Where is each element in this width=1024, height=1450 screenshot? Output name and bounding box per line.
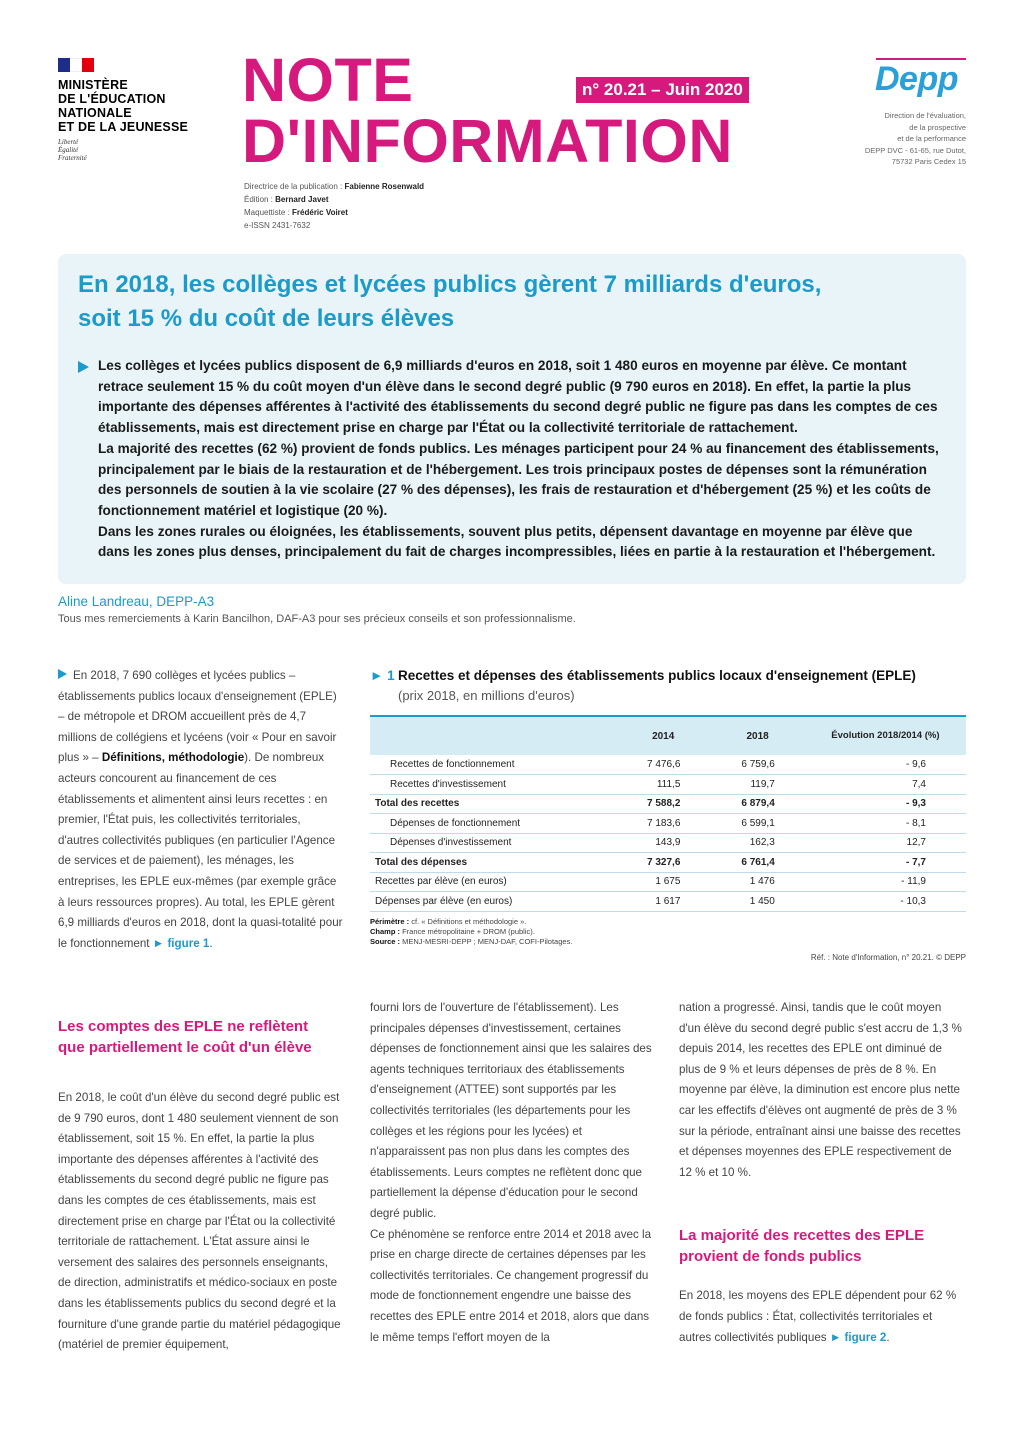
note-champ-label: Champ : [370, 926, 403, 936]
table-cell-2018: 6 761,4 [710, 853, 804, 873]
publication-credits [244, 180, 424, 232]
intro-paragraph [58, 666, 344, 954]
table-cell-evolution: 12,7 [805, 833, 966, 853]
table-cell-2018: 6 759,6 [710, 755, 804, 775]
table-header-2018: 2018 [710, 716, 804, 755]
section-1-column [58, 1016, 344, 1356]
credit-edition-label: Édition : [244, 195, 276, 204]
table-cell-2018: 1 476 [710, 872, 804, 892]
table-cell-label: Dépenses par élève (en euros) [370, 892, 616, 912]
table-row [370, 833, 966, 853]
figure-2-link[interactable]: ► figure 2 [829, 1330, 887, 1344]
acknowledgements: Tous mes remerciements à Karin Bancilhon, DAF-A3 pour ses précieux conseils et son professionnalisme. [58, 613, 576, 625]
note-source: MENJ-MESRI-DEPP ; MENJ-DAF, COFI-Pilotages. [402, 936, 573, 946]
intro-text-2: ). De nombreux acteurs concourent au financement de ces établissements et alimentent ainsi leurs recettes : en premier, l'État puis, les collectivités territoriales, d'autres collectivités publiques (en particulier l'Agence de services et de paiement), les ménages, les entreprises, les EPLE eux-mêmes (par exemple grâce à leurs ressources propres). Au total, les EPLE gèrent 6,9 milliards d'euros en 2018, dont la quasi-totalité pour le fonctionnement [58, 751, 343, 950]
table-cell-evolution: - 10,3 [805, 892, 966, 912]
table-cell-2018: 119,7 [710, 775, 804, 795]
text-column-2 [370, 998, 655, 1348]
table-cell-label: Dépenses d'investissement [370, 833, 616, 853]
figure-reference: Réf. : Note d'Information, n° 20.21. © DEPP [810, 952, 966, 962]
table-cell-2014: 7 183,6 [616, 814, 710, 834]
publication-title-line-1: NOTE [242, 46, 414, 114]
table-cell-label: Recettes d'investissement [370, 775, 616, 795]
column-3-paragraph-2-end: . [886, 1330, 890, 1344]
table-cell-2018: 162,3 [710, 833, 804, 853]
publication-title [242, 46, 733, 175]
column-3-paragraph-1: nation a progressé. Ainsi, tandis que le coût moyen d'un élève du second degré public s'est accru de 1,3 % depuis 2014, les recettes des EPLE ont diminué de plus de 9 % et leurs dépenses de près de 8 %. En moyenne par élève, la diminution est encore plus nette car les effectifs d'élèves ont augmenté de près de 3 % sur la période, entraînant ainsi une baisse des recettes et dépenses moyennes des EPLE respectivement de 12 % et 10 %. [679, 1001, 962, 1179]
intro-column [58, 666, 344, 954]
intro-text-end: . [209, 936, 213, 950]
ministry-logo [58, 58, 228, 162]
table-row [370, 755, 966, 775]
table-cell-label: Dépenses de fonctionnement [370, 814, 616, 834]
table-header-2014: 2014 [616, 716, 710, 755]
table-cell-2014: 7 476,6 [616, 755, 710, 775]
column-3-paragraph-2-text: En 2018, les moyens des EPLE dépendent pour 62 % de fonds publics : État, collectivités territoriales et autres collectivités publiques [679, 1289, 957, 1344]
french-flag-icon [58, 58, 94, 72]
credit-director-label: Directrice de la publication : [244, 182, 345, 191]
table-cell-2014: 7 327,6 [616, 853, 710, 873]
figure-1 [370, 666, 966, 962]
table-cell-evolution: - 8,1 [805, 814, 966, 834]
note-source-label: Source : [370, 936, 403, 946]
table-cell-label: Total des recettes [370, 794, 616, 814]
triangle-bullet-icon [78, 361, 89, 373]
column-2-paragraph-1: fourni lors de l'ouverture de l'établissement). Les principales dépenses d'investissement, certaines dépenses de fonctionnement ainsi que les salaires des agents techniques territoriaux des établissements d'enseignement (ATTEE) sont supportés par les collectivités territoriales (les départements pour les collèges et les régions pour les lycées) et n'apparaissent pas non plus dans les comptes des établissements. Leurs comptes ne reflètent donc que partiellement la dépense d'éducation pour le second degré public. [370, 1001, 652, 1220]
column-3-paragraph-2 [679, 1286, 966, 1348]
table-row [370, 775, 966, 795]
figure-1-link[interactable]: ► figure 1 [152, 936, 210, 950]
summary-title: En 2018, les collèges et lycées publics gèrent 7 milliards d'euros, soit 15 % du coût de leurs élèves [78, 271, 822, 332]
section-2-heading: La majorité des recettes des EPLE provient de fonds publics [679, 1227, 925, 1266]
table-header-label [370, 716, 616, 755]
ministry-name: MINISTÈRE DE L'ÉDUCATION NATIONALE ET DE LA JEUNESSE [58, 78, 189, 134]
credit-director: Fabienne Rosenwald [344, 182, 425, 191]
summary-paragraph-3: Dans les zones rurales ou éloignées, les établissements, souvent plus petits, dépensent davantage en moyenne par élève que dans les zones plus denses, principalement du fait de charges incompressibles, liées en partie à la restauration et l'hébergement. [98, 523, 936, 560]
table-cell-evolution: - 9,3 [805, 794, 966, 814]
table-cell-2014: 111,5 [616, 775, 710, 795]
note-champ: France métropolitaine + DROM (public). [402, 926, 535, 936]
table-cell-2018: 1 450 [710, 892, 804, 912]
table-row [370, 814, 966, 834]
credit-layout-label: Maquettiste : [244, 208, 293, 217]
table-body [370, 755, 966, 911]
column-2-paragraph-2: Ce phénomène se renforce entre 2014 et 2018 avec la prise en charge directe de certaines dépenses par les collectivités territoriales. Ce changement progressif du mode de fonctionnement engendre une baisse des recettes des EPLE entre 2014 et 2018, alors que dans le même temps l'effort moyen de la [370, 1227, 652, 1344]
summary-paragraph-1: Les collèges et lycées publics disposent de 6,9 milliards d'euros en 2018, soit 1 480 euros en moyenne par élève. Ce montant retrace seulement 15 % du coût moyen d'un élève dans le second degré public (9 790 euros en 2018). En effet, la partie la plus importante des dépenses afférentes à l'activité des établissements du second degré public ne figure pas dans les comptes de ces établissements, mais est directement prise en charge par l'État ou la collectivité territoriale de rattachement. [98, 358, 938, 436]
credit-edition: Bernard Javet [275, 195, 329, 204]
table-cell-label: Recettes par élève (en euros) [370, 872, 616, 892]
table-cell-2014: 1 617 [616, 892, 710, 912]
table-row [370, 892, 966, 912]
section-1-paragraph: En 2018, le coût d'un élève du second degré public est de 9 790 euros, dont 1 480 seulement viennent de son établissement, soit 15 %. En effet, la partie la plus importante des dépenses afférentes à l'activité des établissements du second degré public ne figure pas dans les comptes de ces établissements, mais est directement prise en charge par l'État ou la collectivité territoriale de rattachement. L'État assure ainsi le versement des salaires des personnels enseignants, de direction, administratifs et médico-sociaux en poste dans les établissements publics du second degré et la fourniture d'une grande partie du matériel pédagogique (matériel de premier équipement, [58, 1091, 341, 1352]
depp-logo: Depp [875, 60, 958, 98]
credit-layout: Frédéric Voiret [292, 208, 348, 217]
figure-title: Recettes et dépenses des établissements publics locaux d'enseignement (EPLE) [398, 668, 916, 683]
issue-badge: n° 20.21 – Juin 2020 [576, 77, 749, 103]
text-column-3 [679, 998, 966, 1348]
table-cell-2014: 7 588,2 [616, 794, 710, 814]
table-cell-evolution: 7,4 [805, 775, 966, 795]
note-perimetre: cf. « Définitions et méthodologie ». [411, 916, 527, 926]
note-perimetre-label: Périmètre : [370, 916, 412, 926]
figure-1-header [370, 666, 966, 706]
table-cell-2018: 6 599,1 [710, 814, 804, 834]
summary-paragraph-2: La majorité des recettes (62 %) provient de fonds publics. Les ménages participent pour 24 % au financement des établissements, principalement par le biais de la restauration et de l'hébergement. Les trois principaux postes de dépenses sont la rémunération des personnels de soutien à la vie scolaire (27 % des dépenses), les frais de restauration et d'hébergement (25 %) et les coûts de fonctionnement matériel et logistique (20 %). [98, 440, 939, 518]
table-cell-label: Total des dépenses [370, 853, 616, 873]
summary-box [58, 254, 966, 584]
intro-text-1: En 2018, 7 690 collèges et lycées publics – établissements publics locaux d'enseignement (EPLE) – de métropole et DROM accueillent près de 4,7 millions de collégiens et lycéens (voir « Pour en savoir plus » – [58, 669, 337, 765]
triangle-bullet-icon [58, 669, 67, 679]
depp-address: Direction de l'évaluation, de la prospective et de la performance DEPP DVC - 61-65, rue Dutot, 75732 Paris Cedex 15 [864, 111, 966, 166]
figure-1-table [370, 715, 966, 912]
table-cell-2014: 143,9 [616, 833, 710, 853]
ministry-motto: Liberté Égalité Fraternité [58, 138, 87, 162]
table-row [370, 853, 966, 873]
table-cell-evolution: - 9,6 [805, 755, 966, 775]
table-cell-evolution: - 7,7 [805, 853, 966, 873]
publication-title-line-2: D'INFORMATION [242, 107, 733, 175]
table-cell-label: Recettes de fonctionnement [370, 755, 616, 775]
table-cell-evolution: - 11,9 [805, 872, 966, 892]
table-header-evolution: Évolution 2018/2014 (%) [805, 716, 966, 755]
table-header-row [370, 716, 966, 755]
summary-text [78, 356, 946, 563]
figure-number: ► 1 [370, 668, 395, 683]
table-row [370, 794, 966, 814]
section-1-heading: Les comptes des EPLE ne reflètent que partiellement le coût d'un élève [58, 1018, 312, 1056]
figure-subtitle: (prix 2018, en millions d'euros) [398, 688, 575, 703]
figure-notes [370, 917, 966, 947]
table-cell-2014: 1 675 [616, 872, 710, 892]
issn: e-ISSN 2431-7632 [244, 221, 311, 230]
table-row [370, 872, 966, 892]
intro-definitions: Définitions, méthodologie [101, 751, 245, 765]
table-cell-2018: 6 879,4 [710, 794, 804, 814]
author: Aline Landreau, DEPP-A3 [58, 594, 215, 609]
